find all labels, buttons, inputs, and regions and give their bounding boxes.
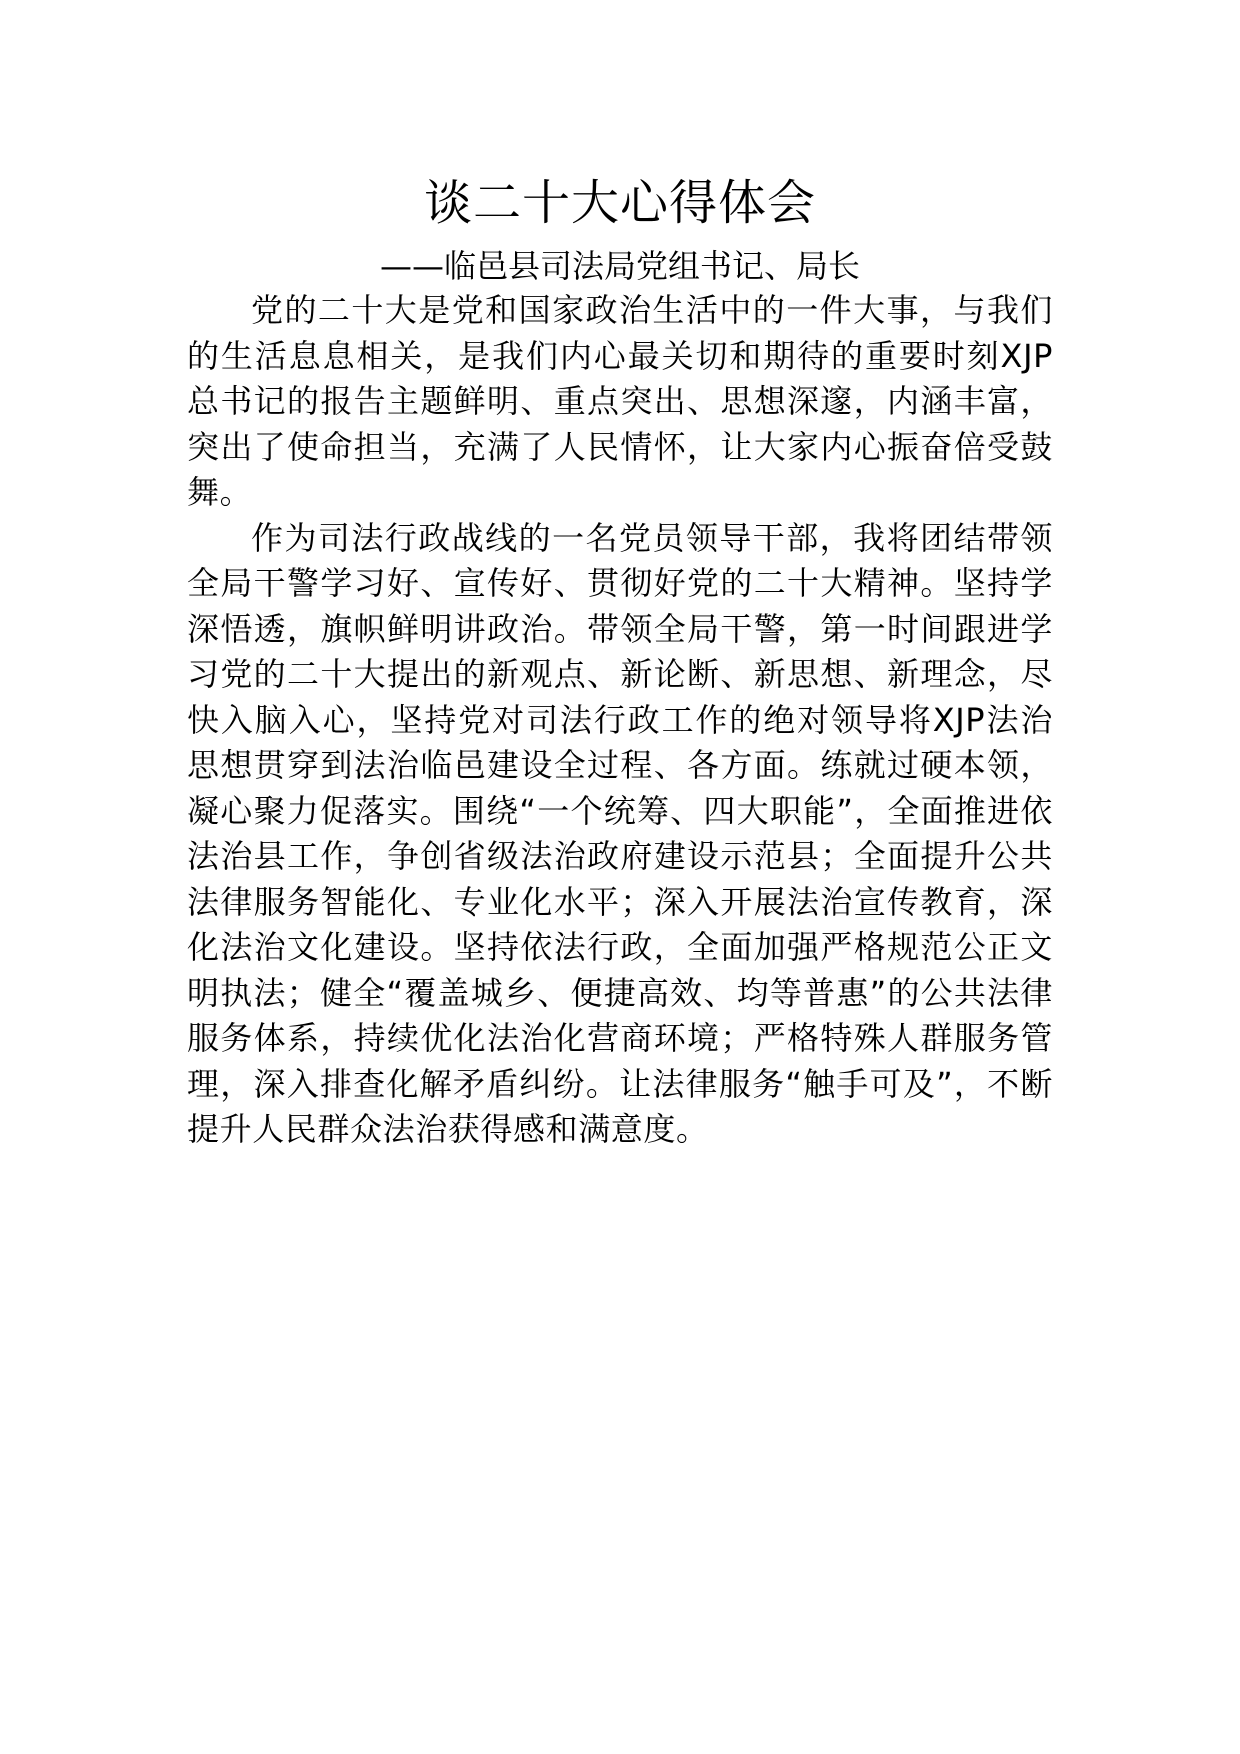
paragraph-1: 党的二十大是党和国家政治生活中的一件大事，与我们的生活息息相关，是我们内心最关切和期待的重要时刻XJP总书记的报告主题鲜明、重点突出、思想深邃，内涵丰富，突出了使命担当，充满了人民情怀，让大家内心振奋倍受鼓舞。 xyxy=(187,291,1053,511)
document-title: 谈二十大心得体会 xyxy=(423,175,816,231)
document-subtitle: ——临邑县司法局党组书记、局长 xyxy=(379,247,860,285)
document-body xyxy=(187,168,1053,1153)
paragraph-2: 作为司法行政战线的一名党员领导干部，我将团结带领全局干警学习好、宣传好、贯彻好党的二十大精神。坚持学深悟透，旗帜鲜明讲政治。带领全局干警，第一时间跟进学习党的二十大提出的新观点、新论断、新思想、新理念，尽快入脑入心，坚持党对司法行政工作的绝对领导将XJP法治思想贯穿到法治临邑建设全过程、各方面。练就过硬本领，凝心聚力促落实。围绕“一个统筹、四大职能”，全面推进依法治县工作，争创省级法治政府建设示范县；全面提升公共法律服务智能化、专业化水平；深入开展法治宣传教育，深化法治文化建设。坚持依法行政，全面加强严格规范公正文明执法；健全“覆盖城乡、便捷高效、均等普惠”的公共法律服务体系，持续优化法治化营商环境；严格特殊人群服务管理，深入排查化解矛盾纠纷。让法律服务“触手可及”，不断提升人民群众法治获得感和满意度。 xyxy=(187,518,1053,1148)
